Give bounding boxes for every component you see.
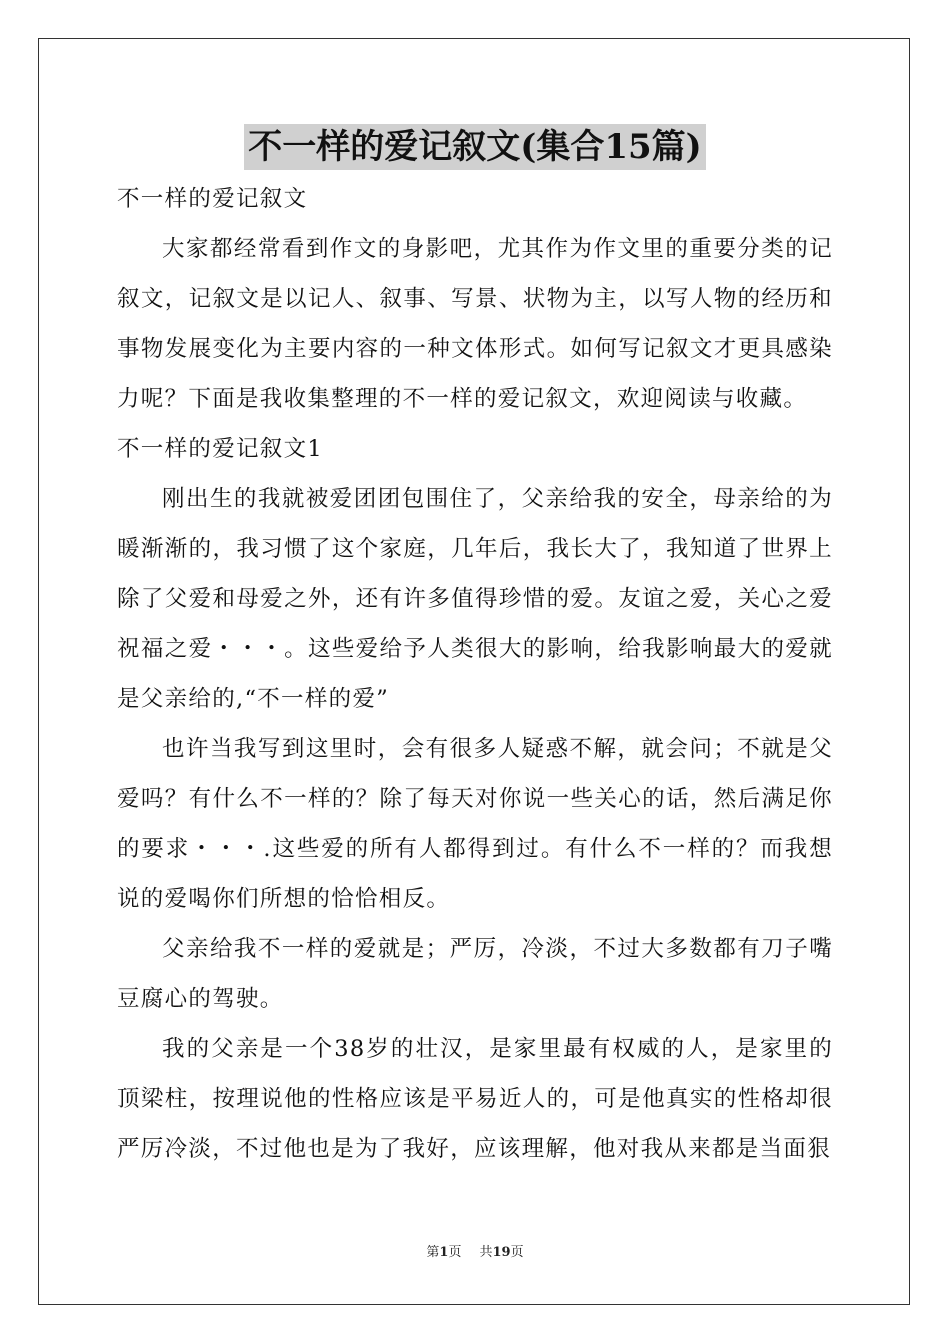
- page-number: 1: [439, 1245, 449, 1260]
- total-suffix: 页: [510, 1245, 524, 1260]
- section1-paragraph: 父亲给我不一样的爱就是；严厉，冷淡，不过大多数都有刀子嘴豆腐心的驾驶。: [117, 936, 833, 1012]
- section1-paragraph: 我的父亲是一个38岁的壮汉，是家里最有权威的人，是家里的顶梁柱，按理说他的性格应该是平易近人的，可是他真实的性格却很严厉冷淡，不过他也是为了我好，应该理解，他对我从来都是当面狠: [117, 1036, 833, 1162]
- page-prefix: 第: [426, 1245, 440, 1260]
- total-pages: 19: [492, 1245, 511, 1260]
- page-footer: [0, 1244, 950, 1262]
- section1-heading: 不一样的爱记叙文1: [117, 436, 324, 462]
- document-title: 不一样的爱记叙文(集合15篇): [244, 124, 706, 170]
- intro-heading: 不一样的爱记叙文: [117, 186, 308, 212]
- section1-paragraph: 刚出生的我就被爱团团包围住了，父亲给我的安全，母亲给的为暖渐渐的，我习惯了这个家庭，几年后，我长大了，我知道了世界上除了父爱和母爱之外，还有许多值得珍惜的爱。友谊之爱，关心之爱祝福之爱・・・。这些爱给予人类很大的影响，给我影响最大的爱就是父亲给的,“不一样的爱”: [117, 486, 833, 712]
- document-body: [117, 174, 833, 1174]
- section1-paragraph: 也许当我写到这里时，会有很多人疑惑不解，就会问；不就是父爱吗？有什么不一样的？除了每天对你说一些关心的话，然后满足你的要求・・・.这些爱的所有人都得到过。有什么不一样的？而我想说的爱喝你们所想的恰恰相反。: [117, 736, 833, 912]
- intro-paragraph: 大家都经常看到作文的身影吧，尤其作为作文里的重要分类的记叙文，记叙文是以记人、叙事、写景、状物为主，以写人物的经历和事物发展变化为主要内容的一种文体形式。如何写记叙文才更具感染力呢？下面是我收集整理的不一样的爱记叙文，欢迎阅读与收藏。: [117, 236, 833, 412]
- total-prefix: 共: [479, 1245, 493, 1260]
- page-suffix: 页: [448, 1245, 462, 1260]
- title-container: [0, 124, 950, 170]
